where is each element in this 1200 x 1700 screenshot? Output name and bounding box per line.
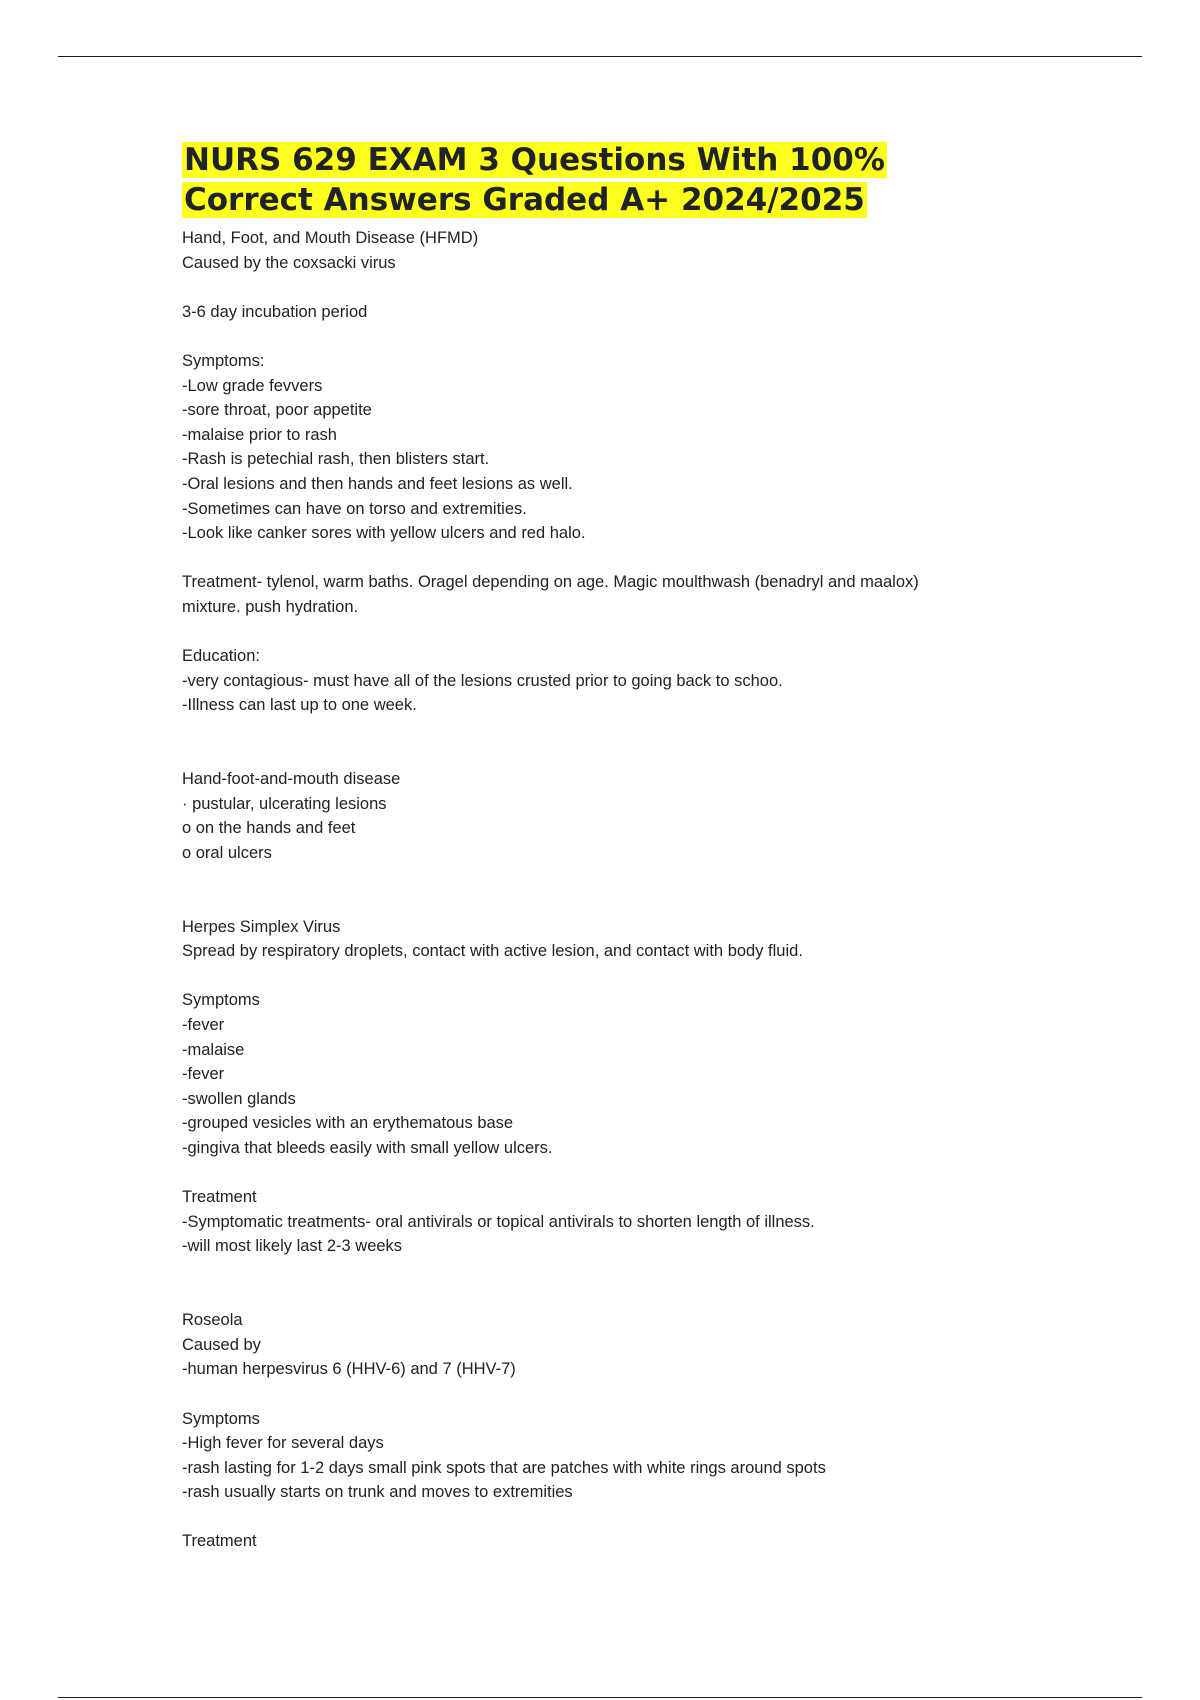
body-line: -gingiva that bleeds easily with small yellow ulcers. bbox=[182, 1138, 553, 1157]
body-line: Symptoms: bbox=[182, 351, 265, 370]
body-line: -human herpesvirus 6 (HHV-6) and 7 (HHV-7) bbox=[182, 1360, 516, 1379]
body-line: -rash usually starts on trunk and moves to extremities bbox=[182, 1483, 573, 1502]
body-line bbox=[182, 620, 1102, 645]
body-line bbox=[182, 275, 1102, 300]
body-line: Roseola bbox=[182, 1311, 243, 1330]
body-line bbox=[182, 324, 1102, 349]
body-line: Symptoms bbox=[182, 1409, 260, 1428]
body-line: -fever bbox=[182, 1065, 225, 1084]
title-line-2: Correct Answers Graded A+ 2024/2025 bbox=[184, 182, 865, 218]
body-line: -malaise prior to rash bbox=[182, 425, 337, 444]
body-line bbox=[182, 890, 1102, 915]
body-line: Treatment bbox=[182, 1532, 257, 1551]
body-line: -Oral lesions and then hands and feet lesions as well. bbox=[182, 474, 573, 493]
body-line: Hand, Foot, and Mouth Disease (HFMD) bbox=[182, 229, 479, 247]
body-line bbox=[182, 546, 1102, 571]
body-line: -Rash is petechial rash, then blisters start. bbox=[182, 450, 490, 469]
body-line: Spread by respiratory droplets, contact with active lesion, and contact with body fluid. bbox=[182, 942, 803, 961]
body-line: -Illness can last up to one week. bbox=[182, 696, 417, 715]
document-title bbox=[182, 140, 1102, 220]
body-line bbox=[182, 718, 1102, 743]
body-line: 3-6 day incubation period bbox=[182, 302, 368, 321]
header-rule bbox=[58, 56, 1142, 57]
body-line: o on the hands and feet bbox=[182, 819, 356, 838]
body-line bbox=[182, 865, 1102, 890]
body-line: -malaise bbox=[182, 1040, 245, 1059]
footer-rule bbox=[58, 1697, 1142, 1698]
body-line bbox=[182, 964, 1102, 989]
body-line: Treatment bbox=[182, 1188, 257, 1207]
body-line: Treatment- tylenol, warm baths. Oragel depending on age. Magic moulthwash (benadryl and maalox) bbox=[182, 573, 919, 592]
document-body bbox=[182, 140, 1102, 1554]
body-text bbox=[182, 226, 1102, 1554]
body-line: -rash lasting for 1-2 days small pink spots that are patches with white rings around spots bbox=[182, 1458, 826, 1477]
body-line: -Look like canker sores with yellow ulcers and red halo. bbox=[182, 524, 586, 543]
body-line: Caused by bbox=[182, 1335, 261, 1354]
body-line: Caused by the coxsacki virus bbox=[182, 253, 396, 272]
title-line-1: NURS 629 EXAM 3 Questions With 100% bbox=[184, 142, 885, 178]
body-line: -sore throat, poor appetite bbox=[182, 401, 372, 420]
body-line bbox=[182, 1505, 1102, 1530]
body-line bbox=[182, 1161, 1102, 1186]
body-line: Herpes Simplex Virus bbox=[182, 917, 341, 936]
body-line bbox=[182, 742, 1102, 767]
body-line: -will most likely last 2-3 weeks bbox=[182, 1237, 403, 1256]
body-line: -Low grade fevvers bbox=[182, 376, 323, 395]
body-line: -swollen glands bbox=[182, 1089, 296, 1108]
body-line: -High fever for several days bbox=[182, 1434, 384, 1453]
body-line: -grouped vesicles with an erythematous base bbox=[182, 1114, 514, 1133]
body-line: Symptoms bbox=[182, 991, 260, 1010]
body-line: -Symptomatic treatments- oral antivirals or topical antivirals to shorten length of illness. bbox=[182, 1212, 815, 1231]
body-line: -very contagious- must have all of the lesions crusted prior to going back to schoo. bbox=[182, 671, 783, 690]
body-line bbox=[182, 1382, 1102, 1407]
body-line: Hand-foot-and-mouth disease bbox=[182, 770, 401, 789]
body-line: · pustular, ulcerating lesions bbox=[182, 794, 387, 813]
body-line bbox=[182, 1284, 1102, 1309]
body-line bbox=[182, 1259, 1102, 1284]
body-line: Education: bbox=[182, 647, 260, 666]
body-line: o oral ulcers bbox=[182, 843, 272, 862]
body-line: -Sometimes can have on torso and extremities. bbox=[182, 499, 527, 518]
body-line: mixture. push hydration. bbox=[182, 597, 359, 616]
body-line: -fever bbox=[182, 1016, 225, 1034]
